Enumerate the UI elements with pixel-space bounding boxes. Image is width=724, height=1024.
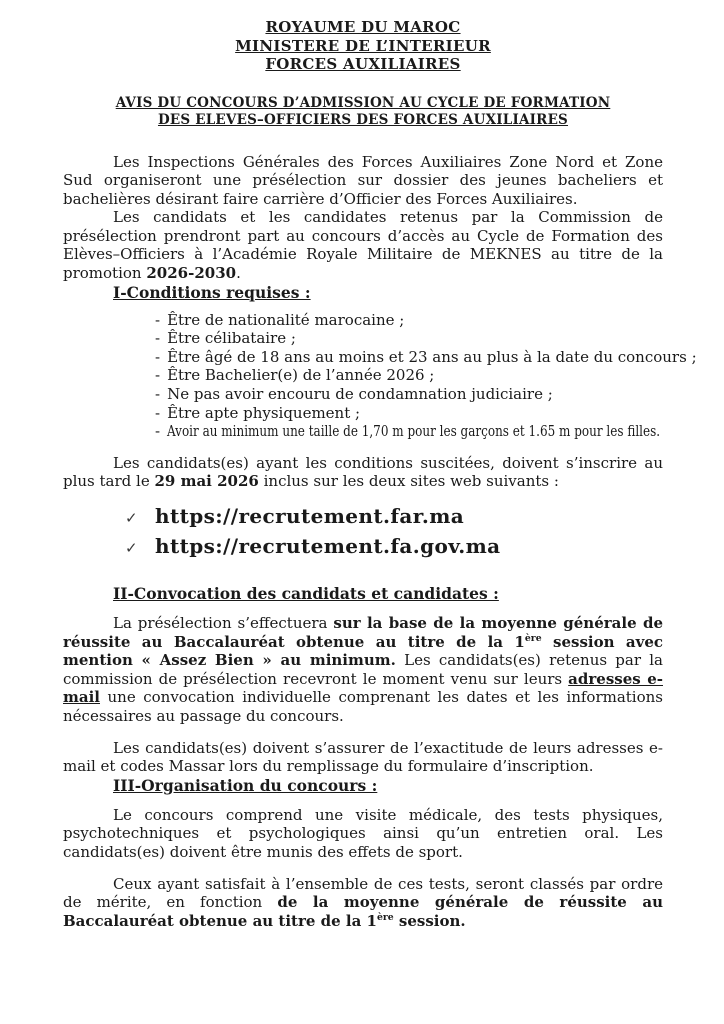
condition-text: Avoir au minimum une taille de 1,70 m pour les garçons et 1.65 m pour les filles. xyxy=(167,422,661,441)
dash-marker: - xyxy=(155,310,161,329)
registration-links-list xyxy=(63,503,663,562)
notice-title-line-1: AVIS DU CONCOURS D’ADMISSION AU CYCLE DE FORMATION xyxy=(115,94,611,111)
paragraph-tests: Le concours comprend une visite médicale, des tests physiques, psychotechniques et psychologiques ainsi qu’un entretien oral. Les candidats(es) doivent être munis des effets de sport. xyxy=(63,805,663,861)
condition-text: Être célibataire ; xyxy=(167,329,296,348)
paragraph-email-massar: Les candidats(es) doivent s’assurer de l’exactitude de leurs adresses e-mail et codes Massar lors du remplissage du formulaire d’inscription. xyxy=(63,738,663,776)
section-heading-organisation: III-Organisation du concours : xyxy=(113,775,378,795)
paragraph-registration-deadline: Les candidats(es) ayant les conditions suscitées, doivent s’inscrire au plus tard le 29 mai 2026 inclus sur les deux sites web suivants : xyxy=(63,453,663,491)
condition-text: Ne pas avoir encouru de condamnation judiciaire ; xyxy=(167,385,553,404)
condition-text: Être âgé de 18 ans au moins et 23 ans au plus à la date du concours ; xyxy=(167,347,697,366)
condition-text: Être de nationalité marocaine ; xyxy=(167,310,405,329)
section-heading-convocation: II-Convocation des candidats et candidates : xyxy=(113,584,499,603)
list-item xyxy=(125,533,663,563)
dash-marker: - xyxy=(155,385,161,404)
condition-text: Être Bachelier(e) de l’année 2026 ; xyxy=(167,366,435,385)
conditions-list xyxy=(63,310,697,441)
registration-url-link[interactable]: https://recrutement.fa.gov.ma xyxy=(155,533,501,558)
section-heading-conditions: I-Conditions requises : xyxy=(113,282,311,302)
condition-text: Être apte physiquement ; xyxy=(167,403,361,422)
list-item xyxy=(155,366,663,385)
notice-title-line-2: DES ELEVES–OFFICIERS DES FORCES AUXILIAIRES xyxy=(157,111,569,128)
header-line-ministry: MINISTERE DE L’INTERIEUR xyxy=(235,36,491,55)
list-item xyxy=(155,404,663,423)
registration-url-link[interactable]: https://recrutement.far.ma xyxy=(155,504,465,528)
document-header xyxy=(63,18,663,74)
list-item xyxy=(155,311,663,330)
dash-marker: - xyxy=(155,366,161,385)
paragraph-ranking: Ceux ayant satisfait à l’ensemble de ces tests, seront classés par ordre de mérite, en fonction de la moyenne générale de réussite au Baccalauréat obtenue au titre de la 1ère session. xyxy=(63,874,664,930)
paragraph-preselection: Les Inspections Générales des Forces Auxiliaires Zone Nord et Zone Sud organiseront une présélection sur dossier des jeunes bacheliers et bachelières désirant faire carrière d’Officier des Forces Auxiliaires. xyxy=(63,152,663,208)
list-item xyxy=(155,347,697,367)
dash-marker: - xyxy=(155,403,161,422)
list-item xyxy=(125,503,663,533)
notice-title xyxy=(63,95,663,129)
list-item xyxy=(155,329,663,348)
dash-marker: - xyxy=(155,422,161,441)
paragraph-commission: Les candidats et les candidates retenus par la Commission de présélection prendront part au concours d’accès au Cycle de Formation des Elèves–Officiers à l’Académie Royale Militaire de MEKNES au titre de la promotion 2026-2030. xyxy=(63,208,663,283)
checkmark-icon: ✓ xyxy=(125,538,138,557)
checkmark-icon: ✓ xyxy=(125,509,138,527)
paragraph-preselection-criteria: La présélection s’effectuera sur la base de la moyenne générale de réussite au Baccalauréat obtenue au titre de la 1ère session avec mention « Assez Bien » au minimum. Les candidats(es) retenus par la commission de présélection recevront le moment venu sur leurs adresses e-mail une convocation individuelle comprenant les dates et les informations nécessaires au passage du concours. xyxy=(63,614,664,725)
header-line-country: ROYAUME DU MAROC xyxy=(265,18,461,36)
dash-marker: - xyxy=(155,347,161,366)
dash-marker: - xyxy=(155,329,161,348)
header-line-forces: FORCES AUXILIAIRES xyxy=(265,55,461,73)
list-item xyxy=(155,422,663,441)
list-item xyxy=(155,385,663,404)
